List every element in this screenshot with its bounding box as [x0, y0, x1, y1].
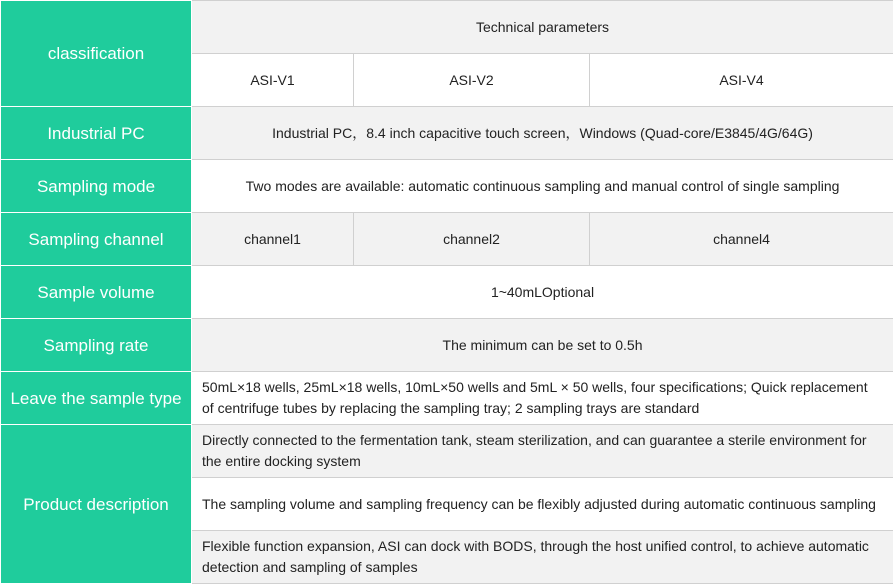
model-asi-v2: ASI-V2: [354, 54, 590, 107]
sampling-mode-value: Two modes are available: automatic continuous sampling and manual control of single sampling: [192, 160, 893, 213]
industrial-pc-value: Industrial PC，8.4 inch capacitive touch screen，Windows (Quad-core/E3845/4G/64G): [192, 107, 893, 160]
sampling-rate-label: Sampling rate: [1, 319, 192, 372]
sample-volume-row: [1, 266, 893, 319]
sample-type-row: [1, 372, 893, 425]
channel-v4: channel4: [590, 213, 893, 266]
channel-v2: channel2: [354, 213, 590, 266]
sample-volume-value: 1~40mLOptional: [192, 266, 893, 319]
model-asi-v4: ASI-V4: [590, 54, 893, 107]
industrial-pc-row: [1, 107, 893, 160]
header-row: [1, 1, 893, 54]
product-description-row: [1, 425, 893, 478]
product-description-item-2: The sampling volume and sampling frequency can be flexibly adjusted during automatic continuous sampling: [192, 478, 893, 531]
sample-type-label: Leave the sample type: [1, 372, 192, 425]
sample-volume-label: Sample volume: [1, 266, 192, 319]
model-asi-v1: ASI-V1: [192, 54, 354, 107]
sampling-mode-label: Sampling mode: [1, 160, 192, 213]
sampling-channel-label: Sampling channel: [1, 213, 192, 266]
classification-label: classification: [1, 1, 192, 107]
sampling-mode-row: [1, 160, 893, 213]
industrial-pc-label: Industrial PC: [1, 107, 192, 160]
product-description-item-3: Flexible function expansion, ASI can dock with BODS, through the host unified control, to achieve automatic detection and sampling of samples: [192, 531, 893, 584]
channel-v1: channel1: [192, 213, 354, 266]
product-description-label: Product description: [1, 425, 192, 584]
sampling-rate-row: [1, 319, 893, 372]
technical-parameters-heading: Technical parameters: [192, 1, 893, 54]
sampling-rate-value: The minimum can be set to 0.5h: [192, 319, 893, 372]
sample-type-value: 50mL×18 wells, 25mL×18 wells, 10mL×50 wells and 5mL × 50 wells, four specifications; Quick replacement of centrifuge tubes by replacing the sampling tray; 2 sampling trays are standard: [192, 372, 893, 425]
product-description-item-1: Directly connected to the fermentation tank, steam sterilization, and can guarantee a sterile environment for the entire docking system: [192, 425, 893, 478]
sampling-channel-row: [1, 213, 893, 266]
